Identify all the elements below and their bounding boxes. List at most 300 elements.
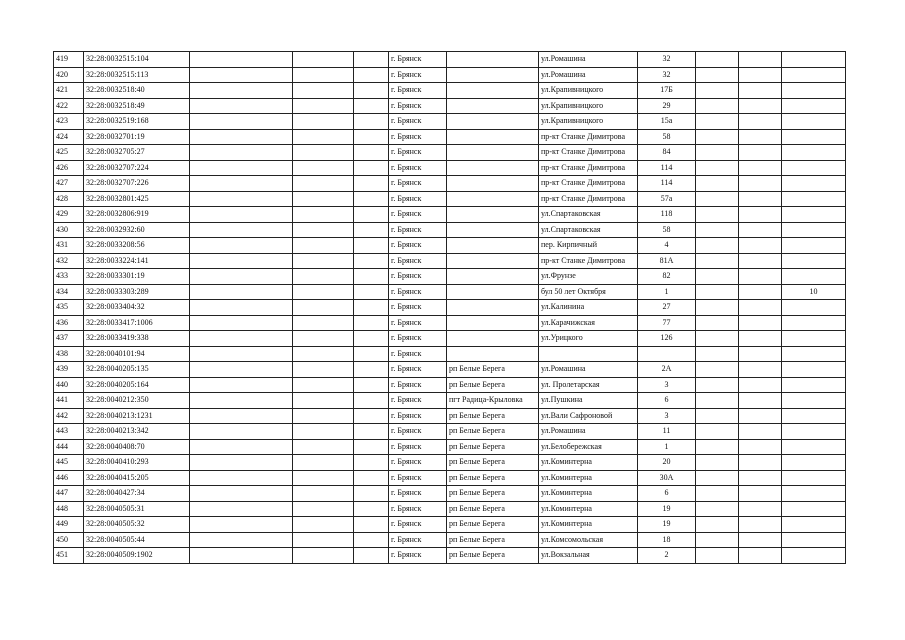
cell-city: г. Брянск <box>389 532 447 548</box>
cell-apartment <box>782 67 846 83</box>
cell-house-number: 19 <box>638 501 696 517</box>
cell-empty <box>696 377 739 393</box>
table-row <box>54 238 846 254</box>
cell-row-number: 429 <box>54 207 84 223</box>
cell-house-number: 29 <box>638 98 696 114</box>
cell-empty <box>293 346 354 362</box>
cell-empty <box>354 145 389 161</box>
cell-settlement <box>447 346 539 362</box>
cell-empty <box>696 455 739 471</box>
cell-house-number: 15а <box>638 114 696 130</box>
cell-empty <box>354 548 389 564</box>
cell-settlement <box>447 207 539 223</box>
cell-row-number: 428 <box>54 191 84 207</box>
cell-cadastral-number: 32:28:0032515:104 <box>84 52 190 68</box>
cell-cadastral-number: 32:28:0033404:32 <box>84 300 190 316</box>
cell-empty <box>739 83 782 99</box>
cell-empty <box>354 269 389 285</box>
cell-empty <box>354 408 389 424</box>
cell-apartment <box>782 346 846 362</box>
cell-row-number: 422 <box>54 98 84 114</box>
cell-cadastral-number: 32:28:0033301:19 <box>84 269 190 285</box>
cell-street: ул.Крапивницкого <box>539 83 638 99</box>
cell-empty <box>696 160 739 176</box>
cell-empty <box>293 238 354 254</box>
cell-empty <box>190 222 293 238</box>
cell-cadastral-number: 32:28:0033208:56 <box>84 238 190 254</box>
cell-empty <box>739 408 782 424</box>
table-row <box>54 346 846 362</box>
cell-empty <box>739 238 782 254</box>
cell-cadastral-number: 32:28:0040205:164 <box>84 377 190 393</box>
table-row <box>54 52 846 68</box>
cell-empty <box>354 455 389 471</box>
cell-empty <box>739 455 782 471</box>
cell-settlement <box>447 269 539 285</box>
cell-empty <box>696 486 739 502</box>
cell-empty <box>190 129 293 145</box>
table-row <box>54 300 846 316</box>
cell-empty <box>293 98 354 114</box>
cell-city: г. Брянск <box>389 300 447 316</box>
cell-street: пр-кт Станке Димитрова <box>539 253 638 269</box>
cell-empty <box>190 145 293 161</box>
cell-cadastral-number: 32:28:0032806:919 <box>84 207 190 223</box>
cell-empty <box>293 408 354 424</box>
cell-empty <box>190 207 293 223</box>
cell-apartment <box>782 362 846 378</box>
cell-empty <box>293 191 354 207</box>
cell-cadastral-number: 32:28:0032801:425 <box>84 191 190 207</box>
cell-empty <box>354 501 389 517</box>
cell-house-number: 81А <box>638 253 696 269</box>
cell-empty <box>354 176 389 192</box>
cell-row-number: 423 <box>54 114 84 130</box>
cell-house-number: 32 <box>638 67 696 83</box>
cell-empty <box>739 548 782 564</box>
cell-empty <box>739 517 782 533</box>
cell-city: г. Брянск <box>389 83 447 99</box>
cell-empty <box>354 439 389 455</box>
cell-street: пр-кт Станке Димитрова <box>539 191 638 207</box>
cell-settlement: рп Белые Берега <box>447 470 539 486</box>
cell-row-number: 440 <box>54 377 84 393</box>
cell-empty <box>354 393 389 409</box>
cell-row-number: 439 <box>54 362 84 378</box>
cell-empty <box>354 470 389 486</box>
table-row <box>54 67 846 83</box>
cell-empty <box>739 501 782 517</box>
cell-row-number: 430 <box>54 222 84 238</box>
cell-street: ул.Крапивницкого <box>539 114 638 130</box>
cell-cadastral-number: 32:28:0040505:31 <box>84 501 190 517</box>
cell-empty <box>293 362 354 378</box>
cell-settlement: рп Белые Берега <box>447 377 539 393</box>
cell-row-number: 441 <box>54 393 84 409</box>
cell-empty <box>696 300 739 316</box>
cell-empty <box>739 145 782 161</box>
cell-street: ул.Коминтерна <box>539 486 638 502</box>
table-row <box>54 455 846 471</box>
cell-empty <box>190 331 293 347</box>
cell-empty <box>696 145 739 161</box>
cell-row-number: 426 <box>54 160 84 176</box>
cell-empty <box>190 52 293 68</box>
cell-city: г. Брянск <box>389 408 447 424</box>
cell-apartment <box>782 455 846 471</box>
cell-apartment <box>782 176 846 192</box>
cell-empty <box>293 331 354 347</box>
cell-street: ул.Урицкого <box>539 331 638 347</box>
cell-cadastral-number: 32:28:0040213:1231 <box>84 408 190 424</box>
cell-empty <box>293 284 354 300</box>
cell-apartment <box>782 253 846 269</box>
cell-apartment <box>782 377 846 393</box>
cell-street <box>539 346 638 362</box>
cell-house-number: 114 <box>638 160 696 176</box>
cell-apartment <box>782 439 846 455</box>
cell-empty <box>696 98 739 114</box>
cell-street: ул.Белобережская <box>539 439 638 455</box>
cell-empty <box>354 331 389 347</box>
cell-street: ул.Калинина <box>539 300 638 316</box>
table-row <box>54 470 846 486</box>
cell-row-number: 446 <box>54 470 84 486</box>
cell-row-number: 425 <box>54 145 84 161</box>
cell-city: г. Брянск <box>389 222 447 238</box>
cell-empty <box>190 377 293 393</box>
cell-empty <box>696 470 739 486</box>
cell-empty <box>739 331 782 347</box>
cell-empty <box>354 129 389 145</box>
property-register-table <box>53 51 846 564</box>
cell-cadastral-number: 32:28:0040408:70 <box>84 439 190 455</box>
cell-house-number: 2 <box>638 548 696 564</box>
cell-empty <box>354 52 389 68</box>
cell-house-number: 77 <box>638 315 696 331</box>
cell-settlement: рп Белые Берега <box>447 455 539 471</box>
cell-settlement <box>447 98 539 114</box>
cell-cadastral-number: 32:28:0032519:168 <box>84 114 190 130</box>
cell-cadastral-number: 32:28:0032705:27 <box>84 145 190 161</box>
cell-house-number: 3 <box>638 408 696 424</box>
cell-house-number: 19 <box>638 517 696 533</box>
cell-street: ул.Вокзальная <box>539 548 638 564</box>
cell-empty <box>696 439 739 455</box>
cell-settlement <box>447 67 539 83</box>
cell-house-number: 18 <box>638 532 696 548</box>
cell-empty <box>190 532 293 548</box>
cell-empty <box>739 284 782 300</box>
cell-empty <box>739 377 782 393</box>
cell-settlement <box>447 331 539 347</box>
cell-settlement: рп Белые Берега <box>447 548 539 564</box>
table-row <box>54 517 846 533</box>
cell-settlement: рп Белые Берега <box>447 424 539 440</box>
cell-empty <box>696 238 739 254</box>
cell-empty <box>190 114 293 130</box>
cell-apartment <box>782 52 846 68</box>
cell-empty <box>293 145 354 161</box>
cell-empty <box>293 501 354 517</box>
cell-cadastral-number: 32:28:0033419:338 <box>84 331 190 347</box>
cell-settlement <box>447 284 539 300</box>
cell-empty <box>190 548 293 564</box>
cell-empty <box>190 501 293 517</box>
cell-street: ул. Пролетарская <box>539 377 638 393</box>
cell-empty <box>696 176 739 192</box>
cell-cadastral-number: 32:28:0032515:113 <box>84 67 190 83</box>
cell-apartment <box>782 222 846 238</box>
cell-empty <box>739 486 782 502</box>
cell-settlement <box>447 52 539 68</box>
cell-empty <box>293 377 354 393</box>
cell-city: г. Брянск <box>389 145 447 161</box>
cell-empty <box>293 114 354 130</box>
cell-empty <box>739 191 782 207</box>
cell-settlement <box>447 145 539 161</box>
table-row <box>54 83 846 99</box>
cell-empty <box>739 439 782 455</box>
cell-empty <box>293 393 354 409</box>
cell-empty <box>190 300 293 316</box>
cell-city: г. Брянск <box>389 160 447 176</box>
cell-city: г. Брянск <box>389 548 447 564</box>
cell-street: ул.Коминтерна <box>539 455 638 471</box>
cell-empty <box>354 300 389 316</box>
cell-empty <box>293 52 354 68</box>
cell-empty <box>739 253 782 269</box>
cell-empty <box>739 129 782 145</box>
table-row <box>54 145 846 161</box>
cell-settlement <box>447 253 539 269</box>
cell-city: г. Брянск <box>389 191 447 207</box>
cell-street: ул.Вали Сафроновой <box>539 408 638 424</box>
cell-empty <box>354 83 389 99</box>
cell-empty <box>354 238 389 254</box>
cell-empty <box>696 362 739 378</box>
table-row <box>54 176 846 192</box>
cell-city: г. Брянск <box>389 52 447 68</box>
register-sheet <box>53 51 846 564</box>
cell-empty <box>354 362 389 378</box>
cell-empty <box>739 424 782 440</box>
cell-city: г. Брянск <box>389 517 447 533</box>
cell-city: г. Брянск <box>389 455 447 471</box>
cell-empty <box>293 129 354 145</box>
cell-house-number: 32 <box>638 52 696 68</box>
cell-apartment <box>782 424 846 440</box>
cell-empty <box>293 176 354 192</box>
cell-empty <box>190 176 293 192</box>
cell-apartment <box>782 300 846 316</box>
cell-empty <box>190 455 293 471</box>
cell-empty <box>190 67 293 83</box>
cell-cadastral-number: 32:28:0040101:94 <box>84 346 190 362</box>
cell-house-number: 2А <box>638 362 696 378</box>
cell-house-number: 58 <box>638 222 696 238</box>
cell-apartment <box>782 191 846 207</box>
cell-empty <box>293 300 354 316</box>
cell-empty <box>354 284 389 300</box>
cell-street: ул.Ромашина <box>539 52 638 68</box>
cell-cadastral-number: 32:28:0040427:34 <box>84 486 190 502</box>
cell-empty <box>354 346 389 362</box>
cell-row-number: 431 <box>54 238 84 254</box>
cell-house-number: 3 <box>638 377 696 393</box>
cell-empty <box>293 470 354 486</box>
cell-cadastral-number: 32:28:0040415:205 <box>84 470 190 486</box>
cell-empty <box>696 269 739 285</box>
cell-apartment <box>782 269 846 285</box>
cell-row-number: 427 <box>54 176 84 192</box>
cell-city: г. Брянск <box>389 315 447 331</box>
cell-cadastral-number: 32:28:0040410:293 <box>84 455 190 471</box>
cell-city: г. Брянск <box>389 377 447 393</box>
cell-city: г. Брянск <box>389 424 447 440</box>
cell-cadastral-number: 32:28:0040505:44 <box>84 532 190 548</box>
cell-house-number: 1 <box>638 439 696 455</box>
cell-empty <box>354 160 389 176</box>
cell-house-number: 11 <box>638 424 696 440</box>
cell-empty <box>739 346 782 362</box>
cell-row-number: 442 <box>54 408 84 424</box>
cell-city: г. Брянск <box>389 176 447 192</box>
cell-empty <box>739 176 782 192</box>
cell-empty <box>354 315 389 331</box>
table-row <box>54 98 846 114</box>
cell-empty <box>739 470 782 486</box>
cell-empty <box>190 408 293 424</box>
cell-empty <box>696 315 739 331</box>
table-row <box>54 129 846 145</box>
cell-empty <box>696 346 739 362</box>
cell-house-number: 6 <box>638 393 696 409</box>
cell-empty <box>293 269 354 285</box>
table-row <box>54 315 846 331</box>
cell-apartment <box>782 532 846 548</box>
cell-street: пр-кт Станке Димитрова <box>539 129 638 145</box>
cell-street: ул.Фрунзе <box>539 269 638 285</box>
cell-empty <box>739 114 782 130</box>
cell-empty <box>293 67 354 83</box>
cell-empty <box>696 191 739 207</box>
table-row <box>54 269 846 285</box>
table-row <box>54 207 846 223</box>
cell-apartment <box>782 486 846 502</box>
cell-city: г. Брянск <box>389 253 447 269</box>
cell-cadastral-number: 32:28:0032707:224 <box>84 160 190 176</box>
cell-empty <box>293 532 354 548</box>
table-row <box>54 191 846 207</box>
cell-cadastral-number: 32:28:0040509:1902 <box>84 548 190 564</box>
cell-empty <box>293 439 354 455</box>
cell-empty <box>190 315 293 331</box>
cell-row-number: 420 <box>54 67 84 83</box>
cell-cadastral-number: 32:28:0040505:32 <box>84 517 190 533</box>
cell-row-number: 424 <box>54 129 84 145</box>
cell-empty <box>190 362 293 378</box>
cell-apartment <box>782 238 846 254</box>
cell-row-number: 443 <box>54 424 84 440</box>
cell-empty <box>354 98 389 114</box>
cell-cadastral-number: 32:28:0033224:141 <box>84 253 190 269</box>
table-row <box>54 532 846 548</box>
cell-row-number: 435 <box>54 300 84 316</box>
cell-cadastral-number: 32:28:0032518:49 <box>84 98 190 114</box>
cell-row-number: 436 <box>54 315 84 331</box>
cell-empty <box>190 269 293 285</box>
cell-row-number: 421 <box>54 83 84 99</box>
cell-apartment <box>782 331 846 347</box>
cell-empty <box>739 300 782 316</box>
cell-house-number: 17Б <box>638 83 696 99</box>
cell-settlement: пгт Радица-Крыловка <box>447 393 539 409</box>
cell-street: ул.Спартаковская <box>539 222 638 238</box>
cell-row-number: 451 <box>54 548 84 564</box>
cell-city: г. Брянск <box>389 284 447 300</box>
cell-apartment: 10 <box>782 284 846 300</box>
cell-empty <box>190 191 293 207</box>
cell-settlement: рп Белые Берега <box>447 486 539 502</box>
cell-empty <box>354 253 389 269</box>
cell-empty <box>293 455 354 471</box>
cell-house-number: 57а <box>638 191 696 207</box>
cell-empty <box>190 346 293 362</box>
cell-cadastral-number: 32:28:0040212:350 <box>84 393 190 409</box>
cell-empty <box>696 393 739 409</box>
cell-street: ул.Ромашина <box>539 362 638 378</box>
cell-city: г. Брянск <box>389 362 447 378</box>
cell-apartment <box>782 501 846 517</box>
cell-empty <box>739 222 782 238</box>
cell-empty <box>354 424 389 440</box>
cell-city: г. Брянск <box>389 129 447 145</box>
cell-settlement: рп Белые Берега <box>447 501 539 517</box>
cell-house-number: 1 <box>638 284 696 300</box>
cell-empty <box>696 517 739 533</box>
cell-empty <box>739 362 782 378</box>
cell-empty <box>354 486 389 502</box>
table-row <box>54 501 846 517</box>
cell-city: г. Брянск <box>389 269 447 285</box>
cell-city: г. Брянск <box>389 439 447 455</box>
cell-apartment <box>782 160 846 176</box>
cell-settlement <box>447 83 539 99</box>
cell-empty <box>696 532 739 548</box>
cell-settlement: рп Белые Берега <box>447 439 539 455</box>
cell-empty <box>190 470 293 486</box>
cell-house-number: 84 <box>638 145 696 161</box>
cell-street: ул.Спартаковская <box>539 207 638 223</box>
cell-empty <box>739 160 782 176</box>
cell-empty <box>696 548 739 564</box>
cell-city: г. Брянск <box>389 207 447 223</box>
cell-empty <box>190 284 293 300</box>
cell-empty <box>696 501 739 517</box>
cell-settlement <box>447 315 539 331</box>
cell-empty <box>354 517 389 533</box>
cell-empty <box>696 207 739 223</box>
cell-empty <box>739 532 782 548</box>
table-row <box>54 439 846 455</box>
cell-empty <box>190 393 293 409</box>
cell-row-number: 448 <box>54 501 84 517</box>
cell-apartment <box>782 315 846 331</box>
cell-house-number: 58 <box>638 129 696 145</box>
cell-city: г. Брянск <box>389 238 447 254</box>
cell-row-number: 419 <box>54 52 84 68</box>
